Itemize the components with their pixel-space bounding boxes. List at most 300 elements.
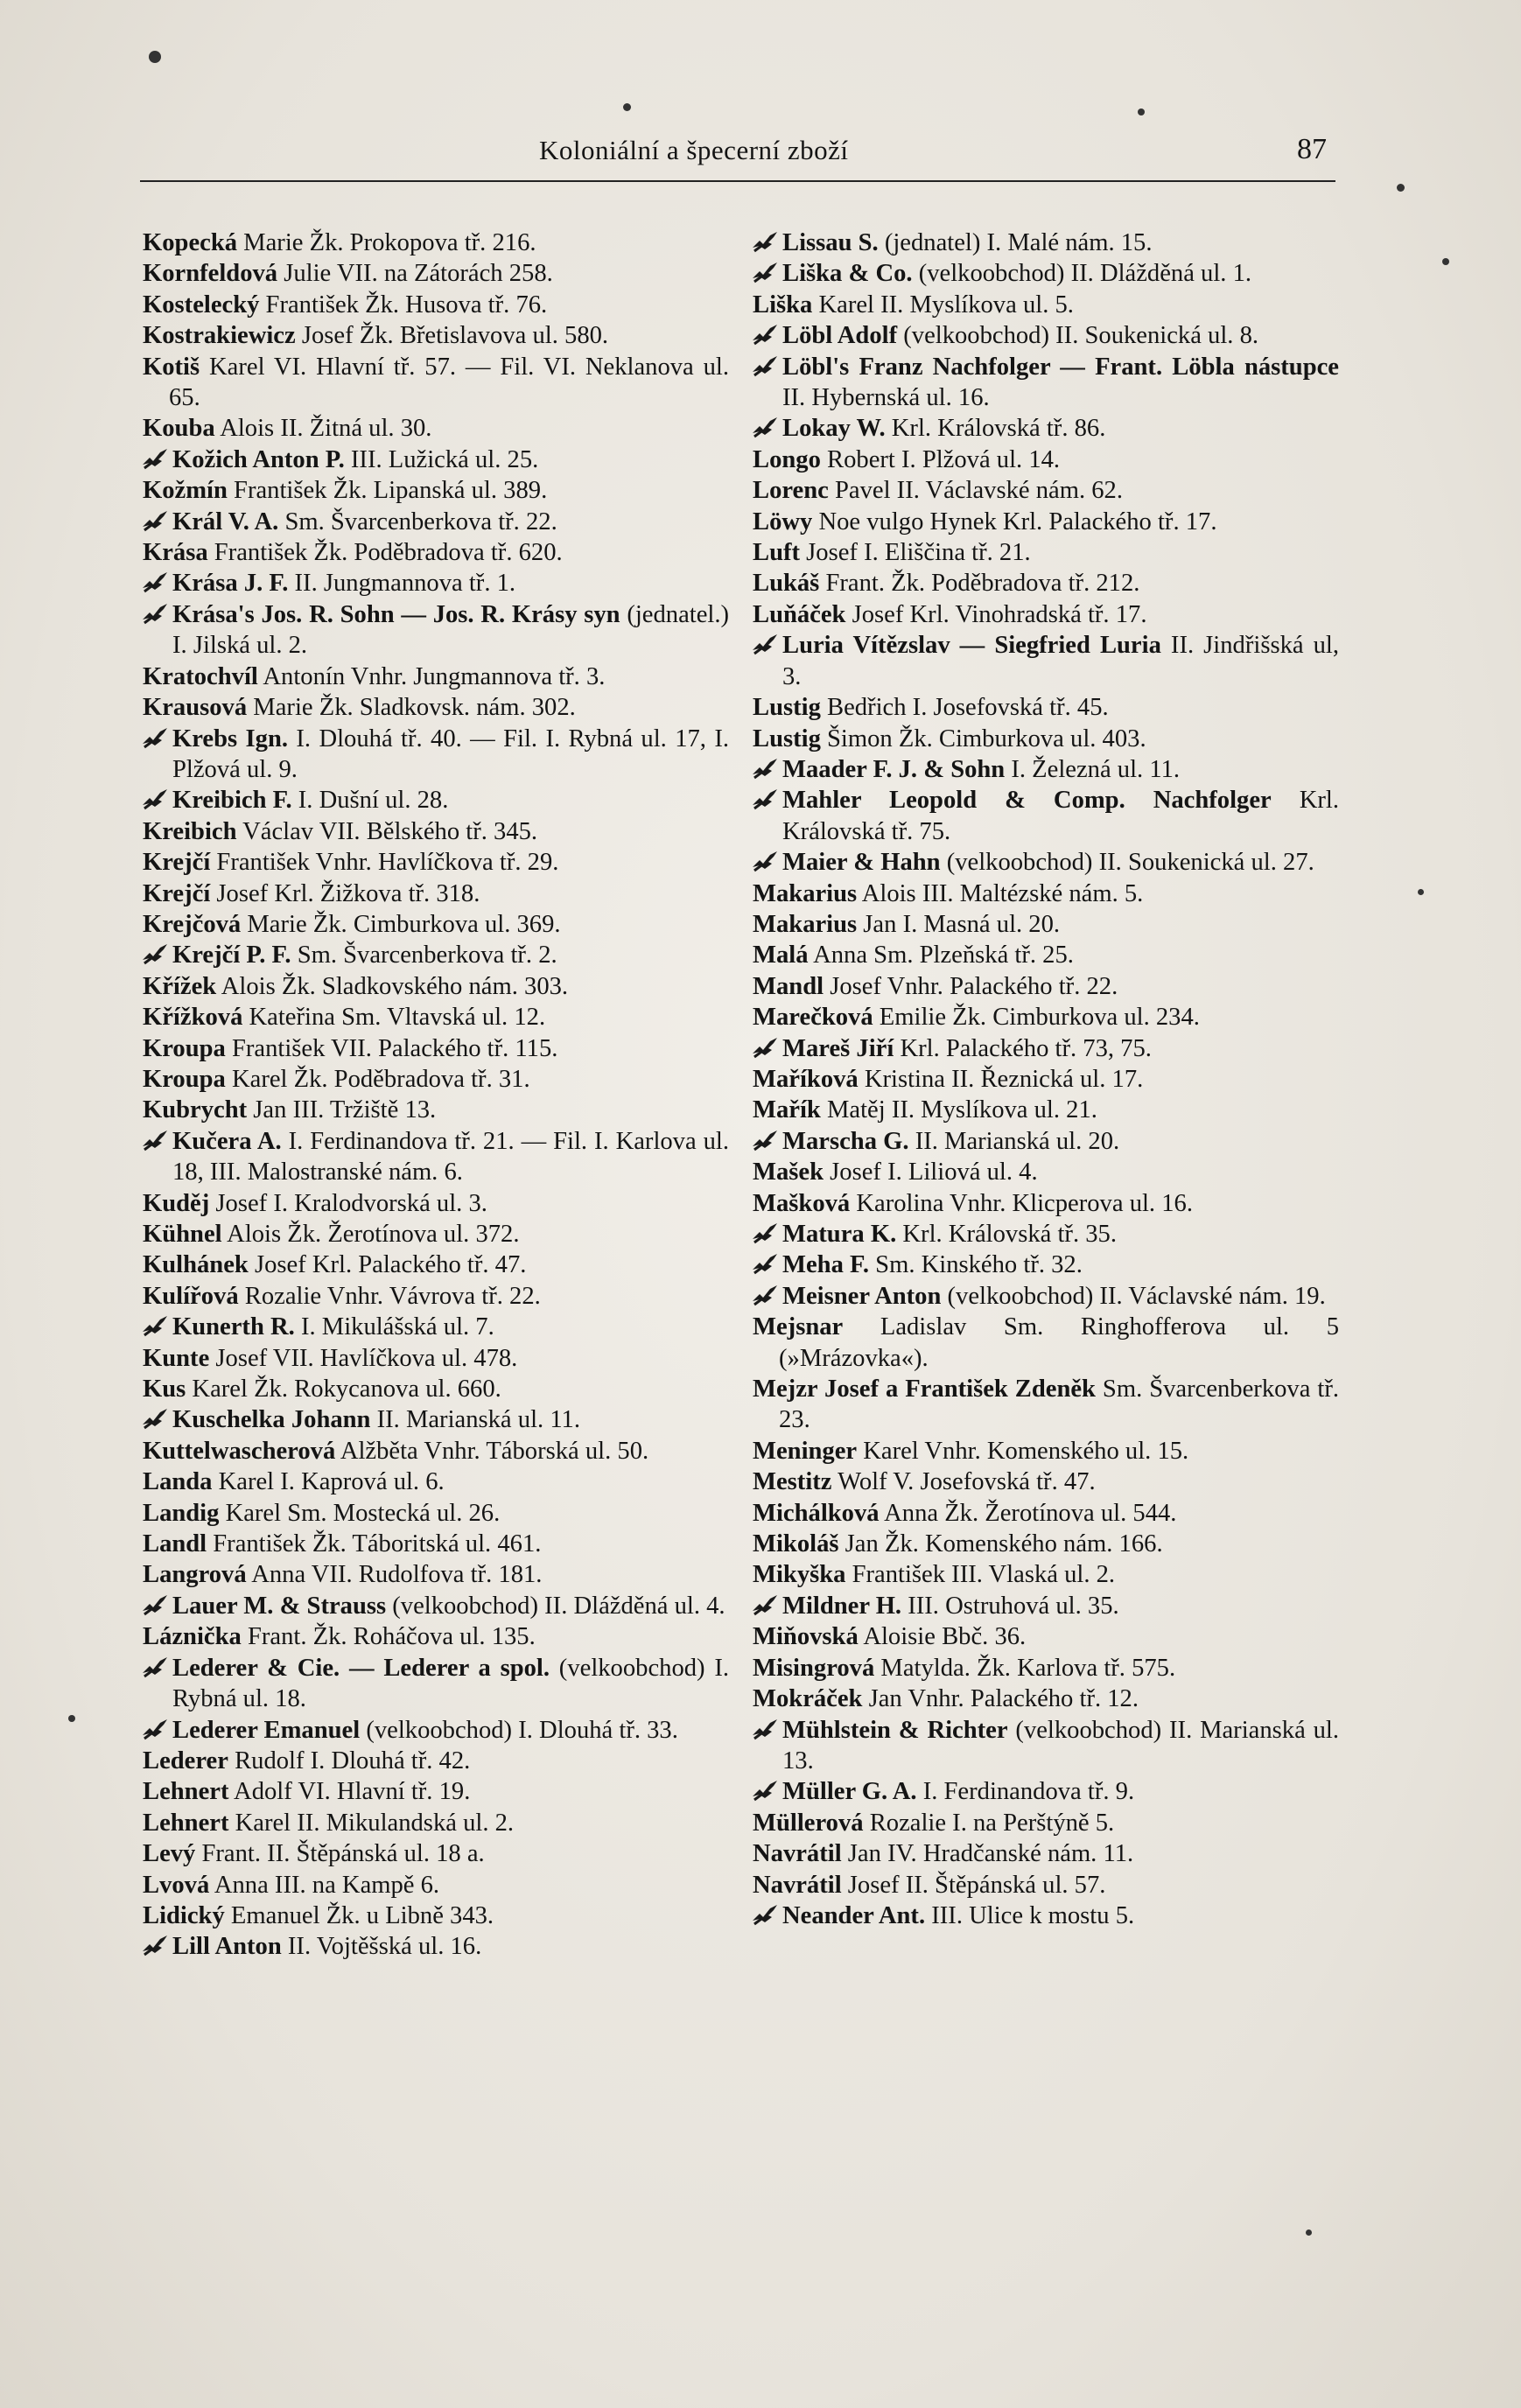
entry-name: Kreibich (143, 817, 237, 845)
directory-entry (753, 1250, 1339, 1280)
directory-entry (753, 940, 1339, 970)
directory-entry (753, 413, 1339, 444)
entry-name: Lustig (753, 694, 821, 722)
hand-pointer-icon (141, 602, 171, 625)
entry-address: Rudolf I. Dlouhá tř. 42. (228, 1746, 471, 1774)
directory-entry (753, 475, 1339, 506)
hand-pointer-icon (141, 726, 171, 749)
entry-address: Marie Žk. Prokopova tř. 216. (237, 229, 536, 256)
directory-entry (753, 878, 1339, 909)
entry-name: Kuschelka Johann (172, 1406, 371, 1434)
entry-address: Václav VII. Bělského tř. 345. (236, 817, 538, 845)
hand-pointer-icon (141, 1407, 171, 1430)
directory-entry (753, 320, 1339, 351)
directory-entry (753, 1776, 1339, 1807)
entry-address: Rozalie Vnhr. Vávrova tř. 22. (238, 1282, 541, 1310)
entry-name: Kostelecký (143, 290, 260, 318)
entry-name: Krása's Jos. R. Sohn — Jos. R. Krásy syn (172, 600, 620, 628)
entry-address: (velkoobchod) II. Soukenická ul. 8. (897, 322, 1259, 350)
entry-address: Wolf V. Josefovská tř. 47. (831, 1468, 1096, 1496)
directory-entry (143, 692, 729, 723)
directory-entry (753, 1436, 1339, 1466)
entry-name: Křížek (143, 972, 217, 1000)
entry-name: Krausová (143, 694, 248, 722)
directory-entry (143, 568, 729, 598)
directory-entry (143, 1250, 729, 1280)
directory-entry (753, 1126, 1339, 1157)
entry-name: Mikyška (753, 1561, 846, 1589)
directory-entry (753, 1002, 1339, 1032)
directory-entry (143, 1436, 729, 1466)
directory-entry (753, 1281, 1339, 1312)
hand-pointer-icon (751, 261, 781, 284)
directory-entry (753, 258, 1339, 289)
left-column (143, 228, 729, 1963)
entry-name: Mašková (753, 1189, 851, 1217)
entry-address: Krl. Královská tř. 35. (896, 1221, 1117, 1248)
header-rule (140, 180, 1335, 182)
scan-speck (1306, 2230, 1312, 2236)
entry-name: Lill Anton (172, 1933, 282, 1961)
entry-address: Jan III. Tržiště 13. (247, 1096, 437, 1124)
directory-entry (753, 692, 1339, 723)
directory-entry (143, 1559, 729, 1590)
entry-name: Miňovská (753, 1623, 859, 1651)
entry-address: Anna VII. Rudolfova tř. 181. (246, 1561, 543, 1589)
entry-address: Karolina Vnhr. Klicperova ul. 16. (850, 1189, 1193, 1217)
entry-address: Marie Žk. Sladkovsk. nám. 302. (247, 694, 576, 722)
directory-entry (143, 971, 729, 1002)
entry-address: Anna III. na Kampě 6. (209, 1871, 440, 1899)
hand-pointer-icon (751, 1903, 781, 1926)
directory-entry (143, 1312, 729, 1342)
scan-speck (1138, 108, 1145, 116)
entry-address: Krl. Palackého tř. 73, 75. (894, 1034, 1152, 1062)
directory-entry (143, 444, 729, 475)
right-column (753, 228, 1339, 1931)
entry-address: Anna Žk. Žerotínova ul. 544. (879, 1499, 1177, 1527)
entry-name: Mareš Jiří (782, 1034, 894, 1062)
directory-entry (143, 878, 729, 909)
directory-entry (753, 1498, 1339, 1529)
entry-address: Karel I. Kaprová ul. 6. (212, 1468, 445, 1496)
entry-address: (velkoobchod) II. Václavské nám. 19. (941, 1282, 1326, 1310)
directory-entry (143, 1715, 729, 1746)
entry-name: Mikoláš (753, 1530, 839, 1558)
entry-address: II. Hybernská ul. 16. (782, 384, 990, 412)
scan-speck (1442, 258, 1449, 265)
directory-entry (143, 1281, 729, 1312)
directory-entry (753, 909, 1339, 940)
entry-name: Maier & Hahn (782, 849, 941, 877)
hand-pointer-icon (751, 1252, 781, 1275)
entry-name: Langrová (143, 1561, 247, 1589)
entry-name: Löbl Adolf (782, 322, 898, 350)
entry-name: Král V. A. (172, 508, 279, 536)
entry-name: Makarius (753, 910, 858, 938)
directory-entry (143, 599, 729, 662)
entry-address: František III. Vlaská ul. 2. (845, 1561, 1116, 1589)
entry-name: Malá (753, 942, 809, 970)
hand-pointer-icon (141, 1934, 171, 1956)
directory-entry (753, 1591, 1339, 1621)
entry-address: Karel Vnhr. Komenského ul. 15. (857, 1437, 1189, 1465)
directory-entry (143, 1776, 729, 1807)
entry-name: Müller G. A. (782, 1778, 917, 1806)
entry-name: Krása J. F. (172, 570, 289, 598)
directory-entry (143, 1900, 729, 1931)
scan-speck (1418, 889, 1424, 895)
scan-speck (68, 1715, 75, 1722)
directory-entry (143, 1653, 729, 1715)
entry-address: (jednatel.) I. Jilská ul. 2. (172, 600, 730, 660)
entry-address: Jan Žk. Komenského nám. 166. (838, 1530, 1163, 1558)
entry-address: Anna Sm. Plzeňská tř. 25. (808, 942, 1074, 970)
directory-entry (753, 568, 1339, 598)
directory-entry (143, 320, 729, 351)
entry-address: (velkoobchod) II. Soukenická ul. 27. (940, 849, 1314, 877)
entry-address: (velkoobchod) II. Dlážděná ul. 1. (912, 260, 1252, 288)
entry-address: Josef Žk. Břetislavova ul. 580. (295, 322, 609, 350)
directory-entry (753, 1095, 1339, 1125)
entry-name: Misingrová (753, 1654, 875, 1682)
entry-address: Alois II. Žitná ul. 30. (214, 415, 432, 443)
directory-entry (143, 816, 729, 847)
directory-entry (753, 1653, 1339, 1684)
directory-entry (143, 537, 729, 568)
entry-address: Krl. Královská tř. 75. (782, 787, 1339, 845)
entry-name: Lederer (143, 1746, 228, 1774)
directory-entry (753, 1529, 1339, 1559)
directory-entry (143, 1498, 729, 1529)
entry-address: Antonín Vnhr. Jungmannova tř. 3. (257, 662, 606, 690)
directory-entry (753, 537, 1339, 568)
entry-name: Kuttelwascherová (143, 1437, 336, 1465)
directory-entry (753, 1157, 1339, 1187)
entry-name: Navrátil (753, 1840, 842, 1868)
entry-address: Noe vulgo Hynek Krl. Palackého tř. 17. (812, 508, 1217, 536)
directory-entry (143, 1095, 729, 1125)
directory-entry (143, 1466, 729, 1497)
entry-name: Kubrycht (143, 1096, 248, 1124)
entry-address: Josef I. Liliová ul. 4. (824, 1158, 1038, 1186)
hand-pointer-icon (751, 1129, 781, 1152)
hand-pointer-icon (141, 942, 171, 965)
directory-entry (143, 1621, 729, 1652)
directory-entry (753, 1808, 1339, 1838)
directory-entry (143, 1064, 729, 1095)
entry-address: I. Dlouhá tř. 40. — Fil. I. Rybná ul. 17, I. Plžová ul. 9. (172, 724, 730, 783)
entry-name: Marečková (753, 1004, 873, 1032)
entry-address: I. Mikulášská ul. 7. (294, 1313, 494, 1341)
entry-address: František Žk. Lipanská ul. 389. (227, 477, 548, 505)
entry-name: Kouba (143, 415, 215, 443)
section-title: Koloniální a špecerní zboží (539, 135, 849, 165)
entry-address: Alois Žk. Žerotínova ul. 372. (221, 1221, 520, 1248)
entry-address: Aloisie Bbč. 36. (858, 1623, 1027, 1651)
directory-entry (753, 599, 1339, 630)
entry-address: Karel Sm. Mostecká ul. 26. (219, 1499, 501, 1527)
entry-name: Lehnert (143, 1778, 229, 1806)
directory-entry (143, 290, 729, 320)
hand-pointer-icon (751, 1222, 781, 1244)
entry-address: Alois Žk. Sladkovského nám. 303. (216, 972, 569, 1000)
entry-address: František Žk. Husova tř. 76. (259, 290, 548, 318)
entry-address: Adolf VI. Hlavní tř. 19. (228, 1778, 471, 1806)
directory-entry (753, 785, 1339, 847)
entry-address: Frant. Žk. Roháčova ul. 135. (241, 1623, 536, 1651)
page-header (140, 130, 1335, 180)
entry-address: Josef Krl. Palackého tř. 47. (248, 1251, 527, 1279)
directory-entry (143, 1838, 729, 1869)
directory-entry (143, 662, 729, 692)
directory-entry (753, 1033, 1339, 1064)
entry-address: František VII. Palackého tř. 115. (225, 1034, 558, 1062)
entry-address: Bedřich I. Josefovská tř. 45. (820, 694, 1109, 722)
entry-address: Marie Žk. Cimburkova ul. 369. (241, 910, 561, 938)
directory-entry (753, 507, 1339, 537)
entry-address: František Vnhr. Havlíčkova tř. 29. (210, 849, 559, 877)
entry-name: Mařík (753, 1096, 821, 1124)
entry-address: František Žk. Táboritská ul. 461. (207, 1530, 542, 1558)
entry-name: Mühlstein & Richter (782, 1716, 1008, 1744)
directory-entry (753, 1715, 1339, 1777)
directory-entry (143, 1219, 729, 1250)
entry-address: Alois III. Maltézské nám. 5. (857, 879, 1144, 907)
hand-pointer-icon (751, 1036, 781, 1059)
entry-address: Sm. Švarcenberkova tř. 23. (779, 1376, 1339, 1434)
entry-name: Maříková (753, 1065, 859, 1093)
entry-name: Kostrakiewicz (143, 322, 296, 350)
entry-address: Jan I. Masná ul. 20. (857, 910, 1061, 938)
entry-address: Emilie Žk. Cimburkova ul. 234. (873, 1004, 1200, 1032)
hand-pointer-icon (141, 447, 171, 470)
entry-address: Karel II. Mikulandská ul. 2. (228, 1809, 515, 1837)
entry-address: Josef VII. Havlíčkova ul. 478. (209, 1344, 518, 1372)
entry-name: Luft (753, 539, 801, 567)
entry-address: Josef Krl. Vinohradská tř. 17. (845, 600, 1147, 628)
directory-entry (143, 1002, 729, 1032)
hand-pointer-icon (141, 1718, 171, 1740)
hand-pointer-icon (751, 788, 781, 810)
entry-name: Matura K. (782, 1221, 897, 1248)
entry-name: Makarius (753, 879, 858, 907)
entry-address: Julie VII. na Zátorách 258. (277, 260, 553, 288)
hand-pointer-icon (751, 230, 781, 253)
hand-pointer-icon (751, 850, 781, 872)
entry-name: Lvová (143, 1871, 210, 1899)
directory-entry (143, 1126, 729, 1188)
entry-name: Kulířová (143, 1282, 239, 1310)
entry-name: Krejčí P. F. (172, 942, 291, 970)
directory-entry (143, 1931, 729, 1962)
entry-name: Kopecká (143, 229, 238, 256)
entry-name: Kus (143, 1376, 186, 1404)
hand-pointer-icon (751, 323, 781, 346)
entry-address: Šimon Žk. Cimburkova ul. 403. (820, 724, 1146, 752)
hand-pointer-icon (751, 1593, 781, 1616)
entry-address: Robert I. Plžová ul. 14. (820, 445, 1061, 473)
directory-entry (753, 1374, 1339, 1436)
entry-name: Kožmín (143, 477, 228, 505)
entry-address: (velkoobchod) I. Rybná ul. 18. (172, 1654, 730, 1713)
directory-entry (143, 413, 729, 444)
entry-address: (velkoobchod) I. Dlouhá tř. 33. (360, 1716, 678, 1744)
entry-name: Mašek (753, 1158, 824, 1186)
directory-entry (143, 352, 729, 414)
entry-address: Jan Vnhr. Palackého tř. 12. (862, 1685, 1139, 1713)
entry-address: II. Vojtěšská ul. 16. (281, 1933, 482, 1961)
hand-pointer-icon (141, 1129, 171, 1152)
entry-name: Krebs Ign. (172, 724, 289, 752)
directory-entry (143, 1188, 729, 1219)
entry-name: Kožich Anton P. (172, 445, 345, 473)
hand-pointer-icon (141, 788, 171, 810)
directory-entry (143, 475, 729, 506)
entry-name: Mandl (753, 972, 824, 1000)
entry-address: Karel VI. Hlavní tř. 57. — Fil. VI. Neklanova ul. 65. (169, 353, 729, 412)
entry-address: Sm. Švarcenberkova tř. 22. (278, 508, 557, 536)
entry-name: Mildner H. (782, 1592, 902, 1620)
directory-entry (753, 1684, 1339, 1714)
entry-address: Ladislav Sm. Ringhofferova ul. 5 (»Mrázovka«). (779, 1313, 1339, 1372)
entry-name: Láznička (143, 1623, 242, 1651)
entry-name: Meisner Anton (782, 1282, 942, 1310)
entry-name: Meninger (753, 1437, 858, 1465)
entry-name: Kratochvíl (143, 662, 258, 690)
entry-name: Kulhánek (143, 1251, 249, 1279)
entry-address: I. Ferdinandova tř. 9. (916, 1778, 1135, 1806)
entry-name: Kuděj (143, 1189, 210, 1217)
directory-entry (753, 1312, 1339, 1374)
entry-name: Liška (753, 290, 813, 318)
directory-entry (753, 847, 1339, 878)
entry-address: II. Marianská ul. 20. (908, 1127, 1120, 1155)
entry-address: Pavel II. Václavské nám. 62. (828, 477, 1123, 505)
entry-address: Josef II. Štěpánská ul. 57. (841, 1871, 1106, 1899)
entry-name: Kroupa (143, 1034, 226, 1062)
entry-address: Karel Žk. Poděbradova tř. 31. (225, 1065, 530, 1093)
entry-address: Matěj II. Myslíkova ul. 21. (820, 1096, 1097, 1124)
directory-entry (143, 1591, 729, 1621)
directory-entry (143, 724, 729, 786)
directory-entry (143, 1746, 729, 1776)
directory-entry (753, 1064, 1339, 1095)
entry-name: Longo (753, 445, 821, 473)
hand-pointer-icon (751, 1779, 781, 1802)
entry-name: Lorenc (753, 477, 829, 505)
entry-name: Kotiš (143, 353, 200, 381)
scan-speck (1397, 184, 1405, 192)
directory-entry (753, 1559, 1339, 1590)
entry-name: Křížková (143, 1004, 243, 1032)
entry-address: Frant. II. Štěpánská ul. 18 a. (195, 1840, 485, 1868)
entry-address: Sm. Kinského tř. 32. (869, 1251, 1083, 1279)
entry-name: Kreibich F. (172, 787, 292, 815)
entry-name: Krejčová (143, 910, 242, 938)
entry-name: Maader F. J. & Sohn (782, 755, 1006, 783)
directory-entry (143, 1404, 729, 1435)
directory-entry (753, 1466, 1339, 1497)
entry-address: Frant. Žk. Poděbradova tř. 212. (819, 570, 1140, 598)
entry-name: Lederer & Cie. — Lederer a spol. (172, 1654, 550, 1682)
entry-address: II. Marianská ul. 11. (370, 1406, 580, 1434)
entry-address: Karel II. Myslíkova ul. 5. (812, 290, 1074, 318)
hand-pointer-icon (141, 1656, 171, 1678)
directory-entry (753, 1219, 1339, 1250)
entry-address: Jan IV. Hradčanské nám. 11. (841, 1840, 1134, 1868)
directory-entry (143, 785, 729, 816)
directory-entry (143, 1529, 729, 1559)
entry-name: Kunte (143, 1344, 210, 1372)
directory-entry (753, 630, 1339, 692)
directory-entry (143, 228, 729, 258)
scan-speck (149, 51, 161, 63)
entry-address: Josef I. Eliščina tř. 21. (800, 539, 1031, 567)
entry-name: Lokay W. (782, 415, 886, 443)
entry-address: František Žk. Poděbradova tř. 620. (207, 539, 563, 567)
entry-name: Löwy (753, 508, 813, 536)
entry-address: Sm. Švarcenberkova tř. 2. (291, 942, 557, 970)
entry-address: III. Ulice k mostu 5. (925, 1901, 1135, 1929)
directory-entry (143, 507, 729, 537)
hand-pointer-icon (751, 416, 781, 438)
entry-address: Alžběta Vnhr. Táborská ul. 50. (335, 1437, 649, 1465)
entry-address: (velkoobchod) II. Dlážděná ul. 4. (386, 1592, 725, 1620)
directory-entry (143, 1870, 729, 1900)
entry-address: Matylda. Žk. Karlova tř. 575. (874, 1654, 1176, 1682)
entry-name: Neander Ant. (782, 1901, 926, 1929)
entry-name: Krása (143, 539, 208, 567)
entry-name: Lidický (143, 1901, 225, 1929)
entry-name: Kučera A. (172, 1127, 282, 1155)
directory-entry (753, 290, 1339, 320)
directory-entry (143, 940, 729, 970)
entry-name: Löbl's Franz Nachfolger — Frant. Löbla nástupce (782, 353, 1339, 381)
entry-name: Lauer M. & Strauss (172, 1592, 387, 1620)
directory-entry (753, 444, 1339, 475)
entry-name: Mestitz (753, 1468, 832, 1496)
entry-name: Luňáček (753, 600, 846, 628)
entry-name: Kroupa (143, 1065, 226, 1093)
hand-pointer-icon (141, 1314, 171, 1337)
entry-address: I. Železná ul. 11. (1005, 755, 1181, 783)
entry-name: Navrátil (753, 1871, 842, 1899)
directory-entry (143, 847, 729, 878)
entry-name: Michálková (753, 1499, 880, 1527)
directory-entry (753, 1621, 1339, 1652)
entry-address: Karel Žk. Rokycanova ul. 660. (186, 1376, 501, 1404)
directory-entry (143, 909, 729, 940)
entry-address: III. Ostruhová ul. 35. (901, 1592, 1119, 1620)
entry-name: Mahler Leopold & Comp. Nachfolger (782, 787, 1272, 815)
directory-entry (753, 1188, 1339, 1219)
entry-name: Mejsnar (753, 1313, 844, 1341)
entry-address: Kateřina Sm. Vltavská ul. 12. (242, 1004, 546, 1032)
entry-address: (jednatel) I. Malé nám. 15. (878, 229, 1153, 256)
directory-entry (753, 228, 1339, 258)
entry-address: I. Ferdinandova tř. 21. — Fil. I. Karlova ul. 18, III. Malostranské nám. 6. (172, 1127, 729, 1186)
entry-address: Josef I. Kralodvorská ul. 3. (209, 1189, 487, 1217)
entry-name: Luria Vítězslav — Siegfried Luria (782, 632, 1161, 660)
entry-name: Mejzr Josef a František Zdeněk (753, 1376, 1096, 1404)
entry-name: Lederer Emanuel (172, 1716, 361, 1744)
entry-name: Kühnel (143, 1221, 222, 1248)
entry-name: Landa (143, 1468, 213, 1496)
entry-address: Kristina II. Řeznická ul. 17. (858, 1065, 1144, 1093)
entry-name: Landig (143, 1499, 220, 1527)
hand-pointer-icon (141, 509, 171, 532)
